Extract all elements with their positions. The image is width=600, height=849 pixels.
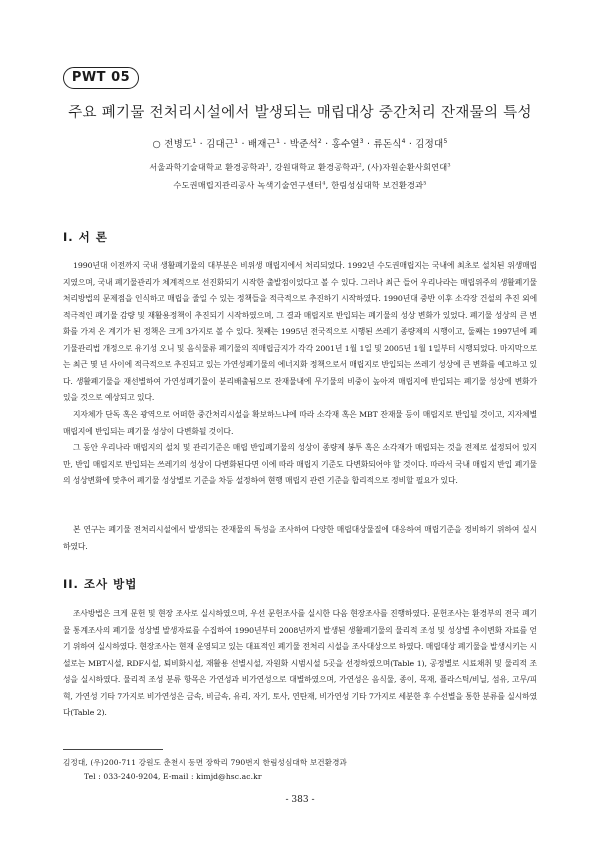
author-affiliation-index: 1	[276, 137, 281, 145]
author-affiliation-index: 1	[192, 137, 197, 145]
affiliation-name: 한림성심대학 보건환경과	[331, 180, 424, 190]
affiliation-separator: ,	[269, 162, 275, 172]
session-code-badge: PWT 05	[63, 67, 139, 89]
section-heading-methods: II. 조사 방법	[63, 577, 138, 591]
intro-paragraph-3: 그 동안 우리나라 매립지의 설치 및 관리기준은 매립 반입폐기물의 성상이 종량제 봉투 혹은 소각재가 매립되는 것을 전제로 설정되어 있지만, 반입 매립지로 반입되는 쓰레기의 성상이 다변화된다면 이에 따라 매립지 기준도 다변화되어야 할 것이다. 따라서 국내 매립지 반입 폐기물의 성상변화에 맞추어 폐기물 성상별로 기준을 차등 설정하여 현행 매립지 관련 기준을 합리적으로 정비할 필요가 있다.	[63, 443, 537, 485]
affiliation-index: 3	[447, 162, 451, 169]
affiliation-index: 1	[265, 162, 270, 169]
author-name: 박준석	[289, 139, 318, 150]
section-heading-introduction: I. 서 론	[63, 230, 108, 244]
author-separator: ·	[196, 139, 207, 150]
paper-title: 주요 폐기물 전처리시설에서 발생되는 매립대상 중간처리 잔재물의 특성	[68, 105, 532, 121]
intro-paragraph-1: 1990년대 이전까지 국내 생활폐기물의 대부분은 비위생 매립지에서 처리되었다. 1992년 수도권매립지는 국내에 최초로 설치된 위생매립지였으며, 국내 폐기물관리가 체계적으로 선진화되기 시작한 출발점이었다고 볼 수 있다. 그러나 최근 들어 우리나라는 매립위주의 생활폐기물 처리방법의 문제점을 인식하고 매립을 줄일 수 있는 정책들을 적극적으로 추진하기 시작하였다. 1990년대 중반 이후 소각장 건설의 추진 외에 적극적인 폐기물 감량 및 재활용정책이 추진되기 시작하였으며, 그 결과 매립지로 반입되는 폐기물의 성상 변화가 있었다. 폐기물 성상의 큰 변화를 가져 온 계기가 된 정책은 크게 3가지로 볼 수 있다. 첫째는 1995년 전국적으로 시행된 쓰레기 종량제의 시행이고, 둘째는 1997년에 폐기물관리법 개정으로 유기성 오니 및 음식물류 폐기물의 직매립금지가 각각 2001년 1월 1일 및 2005년 1월 1일부터 시행되었다. 마지막으로는 최근 몇 년 사이에 적극적으로 추진되고 있는 가연성폐기물의 에너지화 정책으로서 매립지로 반입되는 쓰레기 성상에 큰 변화를 예고하고 있다. 생활폐기물을 재선별하여 가연성폐기물이 분리배출됨으로 잔재물내에 무기물의 비중이 높아져 매립지에 반입되는 폐기물 성상에 변화가 있을 것으로 예상되고 있다.	[63, 261, 537, 402]
author-name: 김대근	[206, 139, 235, 150]
affiliation-name: 서울과학기술대학교 환경공학과	[149, 162, 266, 172]
author-affiliation-index: 1	[234, 137, 239, 145]
author-separator: ·	[238, 139, 248, 150]
author-name: 홍수열	[331, 139, 360, 150]
author-separator: ·	[363, 139, 374, 150]
correspondence-contact: Tel : 033-240-9204, E-mail : kimjd@hsc.ac.kr	[84, 772, 262, 781]
affiliation-line-2	[0, 180, 600, 191]
author-name: 배재근	[247, 139, 277, 150]
author-list	[0, 136, 600, 150]
author-affiliation-index: 4	[401, 137, 406, 145]
author-affiliation-index: 3	[359, 137, 364, 145]
affiliation-separator: ,	[325, 180, 332, 190]
affiliation-index: 4	[322, 180, 326, 187]
affiliation-name: 수도권매립지관리공사 녹색기술연구센터	[173, 180, 323, 190]
affiliation-name: 강원대학교 환경공학과	[274, 162, 359, 172]
author-name: 김정대	[415, 139, 444, 150]
author-separator: ·	[321, 139, 332, 150]
methods-paragraph-1: 조사방법은 크게 문헌 및 현장 조사로 실시하였으며, 우선 문헌조사를 실시한 다음 현장조사를 진행하였다. 문헌조사는 환경부의 전국 폐기물 통계조사의 폐기물 성상별 발생자료를 수집하여 1990년부터 2008년까지 발생된 생활폐기물의 물리적 조성 및 성상별 추이변화 자료를 얻기 위하여 실시하였다. 현장조사는 현재 운영되고 있는 대표적인 폐기물 전처리 시설을 조사대상으로 하였다. 매립대상 폐기물을 발생시키는 시설로는 MBT시설, RDF시설, 퇴비화시설, 재활용 선별시설, 자원화 시범시설 5곳을 선정하였으며(Table 1), 공정별로 시료채취 및 물리적 조성을 실시하였다. 물리적 조성 분류 항목은 가연성과 비가연성으로 대별하였으며, 가연성은 음식물, 종이, 목재, 플라스틱/비닐, 섬유, 고무/피혁, 가연성 기타 7가지로 비가연성은 금속, 비금속, 유리, 자기, 토사, 연탄재, 비가연성 기타 7가지로 세분한 후 수선별을 통한 분류를 실시하였다(Table 2).	[63, 609, 537, 717]
author-affiliation-index: 5	[443, 137, 448, 145]
author-name: 류돈식	[373, 139, 402, 150]
affiliation-name: (사)자원순환사회연대	[367, 162, 448, 172]
author-affiliation-index: 2	[317, 137, 322, 145]
page-number: - 383 -	[285, 795, 315, 805]
author-separator: ·	[280, 139, 290, 150]
affiliation-index: 2	[358, 162, 362, 169]
intro-paragraph-4: 본 연구는 폐기물 전처리시설에서 발생되는 잔재물의 특성을 조사하여 다양한 매립대상물질에 대응하여 매립기준을 정비하기 위하여 실시하였다.	[63, 525, 537, 551]
affiliation-separator: ,	[361, 162, 368, 172]
affiliation-line-1	[0, 162, 600, 173]
author-name: 전병도	[164, 139, 193, 150]
presenter-marker: ○	[152, 139, 165, 150]
intro-paragraph-2: 지자체가 단독 혹은 광역으로 어떠한 중간처리시설을 확보하느냐에 따라 소각재 혹은 MBT 잔재물 등이 매립지로 반입될 것이고, 지자체별 매립지에 반입되는 폐기물 성상이 다변화될 것이다.	[63, 410, 537, 436]
footnote-divider	[63, 749, 163, 750]
author-separator: ·	[405, 139, 416, 150]
correspondence-address: 김정대, (우)200-711 강원도 춘천시 동면 장학리 790번지 한림성심대학 보건환경과	[63, 758, 347, 767]
affiliation-index: 5	[423, 180, 427, 187]
